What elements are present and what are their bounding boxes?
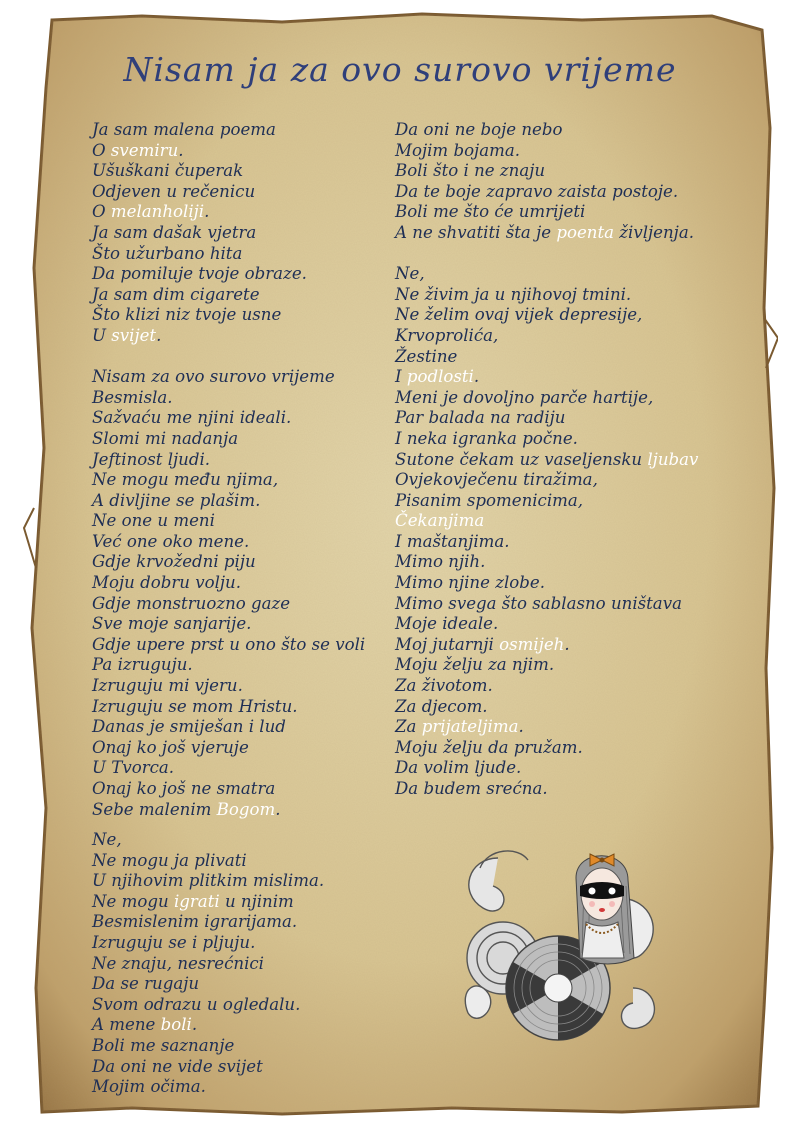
poem-text: . — [204, 202, 210, 222]
highlighted-word: prijateljima — [421, 717, 519, 737]
poem-line — [92, 202, 365, 223]
highlighted-word: poenta — [556, 222, 615, 242]
highlighted-word: svemiru — [110, 140, 179, 160]
poem-text: Ušuškani čuperak — [92, 161, 244, 181]
poem-text: u njinim — [219, 891, 294, 911]
poem-line — [92, 388, 365, 409]
poem-line — [395, 655, 698, 676]
poem-text: Ne znaju, nesrećnici — [92, 953, 264, 973]
poem-line — [92, 305, 365, 326]
poem-text: Gdje krvožedni piju — [92, 552, 256, 572]
poem-line — [92, 912, 324, 933]
poem-text: Da volim ljude. — [395, 758, 522, 778]
poem-line — [92, 830, 324, 851]
poem-line — [395, 470, 698, 491]
poem-line — [92, 244, 365, 265]
highlighted-word: podlosti — [406, 367, 474, 387]
poem-line — [395, 367, 698, 388]
poem-text: Za — [395, 717, 422, 737]
poem-line — [92, 347, 365, 368]
poem-text: Za djecom. — [395, 696, 488, 716]
poem-text: življenja. — [614, 222, 694, 242]
poem-text: Ne mogu ja plivati — [92, 850, 247, 870]
highlighted-word: Bogom — [216, 799, 276, 819]
poem-line — [92, 974, 324, 995]
highlighted-word: melanholiji — [110, 202, 205, 222]
poem-text: O — [92, 202, 111, 222]
poem-line — [395, 244, 698, 265]
poem-column-left — [92, 120, 365, 820]
poem-line — [92, 800, 365, 821]
poem-line — [92, 326, 365, 347]
poem-text: I neka igranka počne. — [395, 428, 578, 448]
poem-line — [395, 738, 698, 759]
poem-line — [92, 758, 365, 779]
poem-line — [92, 614, 365, 635]
poem-line — [395, 223, 698, 244]
poem-column-right — [395, 120, 698, 800]
poem-line — [92, 264, 365, 285]
poem-line — [92, 851, 324, 872]
poem-text: Besmislenim igrarijama. — [92, 912, 298, 932]
poem-text: Žestine — [395, 346, 458, 366]
poem-text: Jeftinost ljudi. — [92, 449, 211, 469]
poem-line — [395, 491, 698, 512]
poem-text: Ne želim ovaj vijek depresije, — [395, 305, 643, 325]
poem-text: . — [178, 140, 184, 160]
poem-text: Mimo njih. — [395, 552, 486, 572]
highlighted-word: osmijeh — [499, 634, 565, 654]
poem-line — [92, 655, 365, 676]
poem-text: Mojim bojama. — [395, 140, 520, 160]
poem-text: Sve moje sanjarije. — [92, 614, 252, 634]
poem-line — [92, 573, 365, 594]
poem-text: Izruguju mi vjeru. — [92, 676, 243, 696]
poem-line — [92, 738, 365, 759]
poem-line — [395, 305, 698, 326]
poem-line — [92, 1057, 324, 1078]
poem-line — [395, 408, 698, 429]
poem-text: Moju želju za njim. — [395, 655, 555, 675]
poem-text: Sebe malenim — [92, 799, 217, 819]
poem-line — [395, 758, 698, 779]
poem-text: Za životom. — [395, 676, 493, 696]
poem-text: Ja sam dašak vjetra — [92, 222, 257, 242]
poem-text: Meni je dovoljno parče hartije, — [395, 387, 654, 407]
poem-text: Mimo njine zlobe. — [395, 573, 545, 593]
poem-line — [92, 717, 365, 738]
poem-text: Ne živim ja u njihovoj tmini. — [395, 284, 632, 304]
poem-text: Moj jutarnji — [395, 634, 500, 654]
poem-line — [395, 635, 698, 656]
poem-text: Danas je smiješan i lud — [92, 717, 286, 737]
poem-line — [92, 511, 365, 532]
poem-line — [92, 1077, 324, 1098]
poem-line — [395, 573, 698, 594]
poem-line — [92, 552, 365, 573]
girl-with-mask-and-vinyl-record-illustration — [458, 838, 668, 1060]
poem-line — [92, 141, 365, 162]
highlighted-word: Čekanjima — [395, 511, 485, 531]
poem-line — [92, 892, 324, 913]
poem-text: I maštanjima. — [395, 531, 510, 551]
poem-line — [92, 933, 324, 954]
poem-text: . — [564, 634, 570, 654]
poem-line — [395, 779, 698, 800]
poem-line — [92, 408, 365, 429]
poem-text: Što klizi niz tvoje usne — [92, 305, 282, 325]
poem-line — [92, 367, 365, 388]
poem-line — [92, 182, 365, 203]
poem-line — [92, 995, 324, 1016]
poem-text: Krvoprolića, — [395, 325, 499, 345]
poem-line — [395, 511, 698, 532]
poem-text: U njihovim plitkim mislima. — [92, 871, 325, 891]
poem-text: Boli me što će umrijeti — [395, 202, 586, 222]
poem-line — [92, 676, 365, 697]
poem-line — [92, 450, 365, 471]
poem-line — [92, 871, 324, 892]
poem-line — [395, 614, 698, 635]
poem-line — [92, 1036, 324, 1057]
poem-text: Mimo svega što sablasno uništava — [395, 593, 682, 613]
highlighted-word: svijet — [111, 325, 157, 345]
poem-text: Da pomiluje tvoje obraze. — [92, 264, 307, 284]
poem-text: Da te boje zapravo zaista postoje. — [395, 181, 679, 201]
poem-text: . — [518, 717, 524, 737]
poem-text: Sutone čekam uz vaseljensku — [395, 449, 648, 469]
poem-text: Par balada na radiju — [395, 408, 566, 428]
poem-text: Moje ideale. — [395, 614, 499, 634]
poem-line — [395, 161, 698, 182]
poem-text: Ja sam dim cigarete — [92, 284, 260, 304]
poem-text: Ovjekovječenu tiražima, — [395, 470, 598, 490]
poem-text: A divljine se plašim. — [92, 490, 261, 510]
poem-text: I — [395, 367, 407, 387]
poem-text: Ne, — [395, 264, 425, 284]
poem-text: Da budem srećna. — [395, 779, 548, 798]
poem-line — [92, 779, 365, 800]
highlighted-word: igrati — [173, 891, 220, 911]
poem-text: Gdje upere prst u ono što se voli — [92, 634, 366, 654]
poem-line — [395, 326, 698, 347]
poem-text: Nisam za ovo surovo vrijeme — [92, 367, 335, 387]
poem-text: Slomi mi nadanja — [92, 428, 239, 448]
poem-text: Ja sam malena poema — [92, 120, 276, 139]
poem-text: Da se rugaju — [92, 974, 200, 994]
poem-line — [395, 182, 698, 203]
poem-text: . — [473, 367, 480, 387]
poem-text: Da oni ne vide svijet — [92, 1056, 263, 1076]
poem-line — [92, 429, 365, 450]
poem-title: Nisam ja za ovo surovo vrijeme — [123, 50, 677, 89]
poem-line — [92, 1015, 324, 1036]
poem-line — [395, 202, 698, 223]
poem-text: Da oni ne boje nebo — [395, 120, 563, 139]
poem-text: A ne shvatiti šta je — [395, 222, 557, 242]
poem-line — [92, 223, 365, 244]
poem-text: . — [156, 325, 162, 345]
poem-line — [92, 697, 365, 718]
poem-text: Moju želju da pružam. — [395, 737, 583, 757]
highlighted-word: boli — [160, 1015, 192, 1035]
poem-column-left-bottom — [92, 830, 324, 1098]
poem-text: Gdje monstruozno gaze — [92, 593, 291, 613]
poem-line — [395, 347, 698, 368]
poem-text: Izruguju se mom Hristu. — [92, 696, 298, 716]
poem-text: O — [92, 140, 111, 160]
poem-text: A mene — [92, 1015, 161, 1035]
poem-text: Već one oko mene. — [92, 531, 250, 551]
poem-text: . — [191, 1015, 198, 1035]
poem-line — [395, 141, 698, 162]
poem-line — [395, 264, 698, 285]
poem-line — [92, 532, 365, 553]
poem-line — [395, 594, 698, 615]
poem-line — [395, 697, 698, 718]
poem-text: Svom odrazu u ogledalu. — [92, 994, 301, 1014]
poem-text: Izruguju se i pljuju. — [92, 932, 256, 952]
poem-line — [395, 285, 698, 306]
poem-line — [395, 532, 698, 553]
poem-text: Onaj ko još vjeruje — [92, 737, 249, 757]
poem-text: Onaj ko još ne smatra — [92, 779, 276, 798]
poem-line — [92, 285, 365, 306]
poem-line — [92, 161, 365, 182]
poem-text: Boli me saznanje — [92, 1035, 235, 1055]
poem-text: Što užurbano hita — [92, 243, 243, 263]
poem-text: Boli što i ne znaju — [395, 161, 546, 181]
poem-text: Besmisla. — [92, 387, 173, 407]
poem-line — [395, 388, 698, 409]
poem-line — [395, 552, 698, 573]
poem-line — [395, 429, 698, 450]
poem-text: Mojim očima. — [92, 1077, 206, 1097]
poem-line — [92, 491, 365, 512]
poem-line — [92, 635, 365, 656]
poem-text: Ne mogu među njima, — [92, 470, 279, 490]
poem-text: U Tvorca. — [92, 758, 175, 778]
poem-line — [395, 120, 698, 141]
poem-line — [395, 717, 698, 738]
poem-text: Ne one u meni — [92, 511, 215, 531]
highlighted-word: ljubav — [647, 449, 699, 469]
poem-line — [92, 470, 365, 491]
poem-text: Moju dobru volju. — [92, 573, 241, 593]
poem-text: Ne mogu — [92, 891, 174, 911]
poem-text: Sažvaću me njini ideali. — [92, 408, 292, 428]
poem-text: Pa izruguju. — [92, 655, 193, 675]
poem-line — [92, 594, 365, 615]
poem-line — [395, 450, 698, 471]
poem-line — [92, 120, 365, 141]
girl-icon — [576, 854, 634, 964]
poem-text: Odjeven u rečenicu — [92, 181, 256, 201]
poem-line — [395, 676, 698, 697]
poem-line — [92, 954, 324, 975]
poem-text: . — [275, 799, 281, 819]
poem-text: Ne, — [92, 830, 122, 849]
poem-text: Pisanim spomenicima, — [395, 490, 584, 510]
poem-text: U — [92, 325, 112, 345]
